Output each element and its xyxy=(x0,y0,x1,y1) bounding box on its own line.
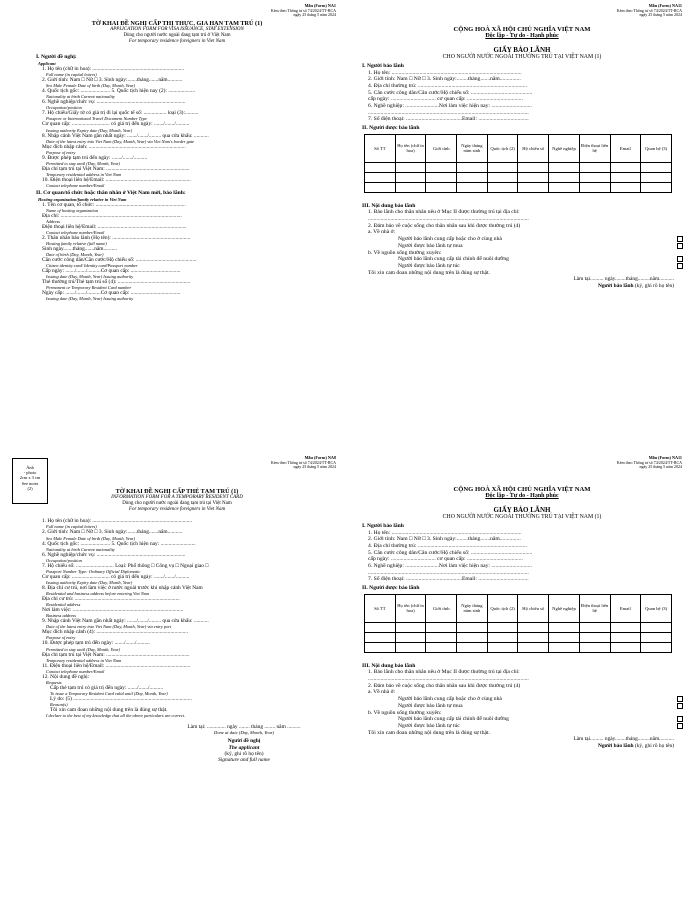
field-hint: Reason(s) xyxy=(50,701,68,707)
header-date: ngày 25 tháng 5 năm 2024 xyxy=(639,464,682,470)
field-hint: To issue a Temporary Resident Card valid until (Day, Month, Year) xyxy=(50,690,168,696)
col-header: Quan hệ (3) xyxy=(641,134,672,162)
field-hint: Hosting family relative (full name) xyxy=(46,240,107,246)
field-sex-dob[interactable]: 2. Giới tính: Nam □ Nữ □ 3. Sinh ngày:.......tháng.......năm........... xyxy=(42,77,183,84)
checkbox[interactable] xyxy=(677,696,683,702)
field-occupation[interactable]: 6. Nghề nghiệp: ........................Nơi làm việc hiện nay: ............................. xyxy=(368,563,532,570)
field-hint: Date of birth (Day, Month, Year) xyxy=(46,252,104,258)
field-continuation[interactable]: ................................................................................................................... xyxy=(368,569,529,576)
field-temp-address[interactable]: Địa chỉ tạm trú tại Việt Nam: .............................................................. xyxy=(42,165,190,172)
table-row[interactable] xyxy=(365,172,672,182)
field-relative-name[interactable]: 2. Thân nhân bảo lãnh (Họ tên): .......................................................... xyxy=(42,234,191,241)
field-reason[interactable]: Lý do: (5) ........................................................................................ xyxy=(50,695,192,702)
field-resident-card-issue[interactable]: Ngày cấp: ......./......./..........Cơ quan cấp: ..................................... xyxy=(42,290,181,297)
field-contact[interactable]: 10. Điện thoại liên hệ/Email: ............................................................... xyxy=(42,176,191,183)
field-occupation[interactable]: 6. Nghề nghiệp: ........................Nơi làm việc hiện nay: ............................. xyxy=(368,103,532,110)
declaration-en: I declare to the best of my knowledge that all the above particulars are correct. xyxy=(46,713,186,719)
section-applicant: I. Người đề nghị: xyxy=(36,54,77,61)
field-hint: Contact telephone number/Email xyxy=(46,183,105,188)
form-subtitle: CHO NGƯỜI NƯỚC NGOÀI THƯỜNG TRÚ TẠI VIỆT NAM (1) xyxy=(442,54,602,61)
field-hint: Issuing authority Expiry date (Day, Month, Year) xyxy=(46,127,133,133)
checkbox[interactable] xyxy=(677,716,683,722)
table-header-row xyxy=(365,134,672,162)
field-sex-dob[interactable]: 2. Giới tính: Nam □ Nữ □ 3. Sinh ngày:........tháng.......năm............... xyxy=(368,76,521,83)
photo-label: Ảnh xyxy=(26,465,34,470)
field-latest-entry[interactable]: 8. Nhập cảnh Việt Nam gần nhất ngày: ......./......./......... qua cửa khẩu: ........... xyxy=(42,132,209,139)
field-hint: Purpose of entry xyxy=(46,635,76,641)
field-issuing-authority[interactable]: Cơ quan cấp: ............................ có giá trị đến ngày: ......./......./.......... xyxy=(42,573,190,580)
option-label: Người được bảo lãnh tự mua xyxy=(398,702,463,709)
form-label: Mẫu (Form) NA8 xyxy=(304,456,336,460)
content-item: 2. Đảm bảo về cuộc sống cho thân nhân sau khi được thường trú (4) xyxy=(368,222,521,229)
field-hint: Temporary residential address in Viet Nam xyxy=(46,657,122,663)
header-note: Kèm theo Thông tư số 74/2024/TT-BCA xyxy=(616,7,682,13)
field-relative-id-issue[interactable]: Cấp ngày: ......./......./..........Cơ quan cấp: ..................................... xyxy=(42,268,181,275)
col-header: Giới tính xyxy=(426,594,457,622)
form-label: Mẫu (Form) NA1 xyxy=(304,4,336,8)
nation-motto: Độc lập - Tự do - Hạnh phúc xyxy=(485,493,559,500)
checkbox[interactable] xyxy=(677,723,683,729)
field-hint: Full name (in capital letters) xyxy=(46,72,97,78)
field-occupation[interactable]: 6. Nghề nghiệp/chức vụ: .................................................................. xyxy=(42,551,186,558)
sign-place-date: Làm tại.......... ngày........tháng.........năm........... xyxy=(573,736,674,743)
sign-role-label: Người bảo lãnh xyxy=(597,282,634,289)
declaration: Tôi xin cam đoan những nội dung trên là đúng sự thật. xyxy=(368,729,490,736)
field-id[interactable]: 5. Căn cước công dân/Căn cước/Hộ chiếu số: ............................................ xyxy=(368,89,533,96)
section-host: II. Cơ quan/tổ chức hoặc thân nhân ở Việt Nam mời, bảo lãnh: xyxy=(36,190,186,196)
sign-role-en: The applicant xyxy=(228,744,260,751)
sign-place-date-en: Done at date (Day, Month, Year) xyxy=(213,730,275,736)
option-housing-provided[interactable] xyxy=(362,696,686,703)
option-finance-provided[interactable] xyxy=(362,256,686,263)
field-continuation[interactable]: ................................................................................................................... xyxy=(368,109,529,116)
header-date: ngày 25 tháng 5 năm 2024 xyxy=(293,12,336,18)
field-contact[interactable]: 11. Điện thoại liên hệ/Email: ............................................................... xyxy=(42,662,191,669)
field-hint: Occupation/position xyxy=(46,557,82,563)
photo-note: See notes xyxy=(21,480,39,486)
sign-note-en: Signature and full name xyxy=(218,757,270,764)
nation-name: CỘNG HOÀ XÃ HỘI CHỦ NGHĨA VIỆT NAM xyxy=(453,25,591,33)
table-row[interactable] xyxy=(365,622,672,632)
form-title-en: APPLICATION FORM FOR VISA ISSUANCE, STAY EXTENSION xyxy=(110,26,244,32)
header-date: ngày 25 tháng 5 năm 2024 xyxy=(639,12,682,18)
form-label: Mẫu (Form) NA11 xyxy=(648,4,682,8)
form-subtitle-en: For temporary residence foreigners in Viet Nam xyxy=(128,506,226,512)
col-header: Họ tên (chữ in hoa) xyxy=(395,594,426,622)
field-stay-until[interactable]: 10. Được phép tạm trú đến ngày: ......./......./.......... xyxy=(42,640,150,647)
field-occupation[interactable]: 6. Nghề nghiệp/chức vụ: .................................................................. xyxy=(42,99,186,106)
field-id[interactable]: 5. Căn cước công dân/Căn cước/Hộ chiếu số: ............................................ xyxy=(368,549,533,556)
field-hint: Business address xyxy=(46,613,76,619)
col-header: Ngày tháng năm sinh xyxy=(457,594,488,622)
field-resident-card[interactable]: Thẻ thường trú/Thẻ tạm trú số (4): ...................................................... xyxy=(42,279,191,286)
content-item: a. Về nhà ở: xyxy=(368,229,396,236)
field-card-valid-until[interactable]: Cấp thẻ tạm trú có giá trị đến ngày: ......./......./.......... xyxy=(50,684,164,691)
field-hint: Nationality at birth Current nationality xyxy=(46,94,115,100)
form-header xyxy=(352,456,682,470)
col-header: Quan hệ (3) xyxy=(641,594,672,622)
field-sex-dob[interactable]: 2. Giới tính: Nam □ Nữ □ 3. Sinh ngày:.......tháng.......năm........... xyxy=(42,529,183,536)
table-header-row xyxy=(365,594,672,622)
section-content: III. Nội dung bảo lãnh xyxy=(362,662,416,669)
option-housing-provided[interactable] xyxy=(362,236,686,243)
field-hint: Date of the latest entry into Viet Nam (Day, Month, Year) via entry port xyxy=(46,624,172,630)
sign-note: (ký, ghi rõ họ tên) xyxy=(634,282,674,289)
option-label: Người bảo lãnh cung cấp tài chính để nuôi dưỡng xyxy=(398,716,509,723)
field-full-name[interactable]: 1. Họ tên (chữ in hoa): .......................................................................... xyxy=(42,518,193,525)
col-header: Giới tính xyxy=(426,134,457,162)
field-relative-id[interactable]: Căn cước công dân/Căn cước/Hộ chiếu số: ............................................. xyxy=(42,257,197,264)
field-id-issue[interactable]: cấp ngày: ................................ cơ quan cấp: ........................................ xyxy=(368,556,523,563)
col-header: Quốc tịch (2) xyxy=(487,134,518,162)
sign-role xyxy=(362,743,686,749)
header-note: Kèm theo Thông tư số 74/2024/TT-BCA xyxy=(270,459,336,465)
photo-note-num: (2) xyxy=(27,485,33,491)
header-note: Kèm theo Thông tư số 74/2024/TT-BCA xyxy=(270,7,336,13)
field-passport[interactable]: 7. Hộ chiếu/Giấy tờ có giá trị đi lại quốc tế số: ................. loại (3):.......... xyxy=(42,110,199,117)
col-header: Ngày tháng năm sinh xyxy=(457,134,488,162)
field-temp-address[interactable]: Địa chỉ tạm trú tại Việt Nam: .............................................................. xyxy=(42,651,190,658)
field-hint: Passport Number Type: Ordinary Official Diplomatic xyxy=(46,568,141,574)
form-na11-page xyxy=(352,456,692,904)
field-hint: Contact telephone number/Email xyxy=(46,668,105,674)
field-phone-email[interactable]: 7. Số điện thoại: ........................................Email: .................................... xyxy=(368,116,529,123)
content-item: 2. Đảm bảo về cuộc sống cho thân nhân sau khi được thường trú (4) xyxy=(368,682,521,689)
col-header: Nghề nghiệp xyxy=(549,594,580,622)
field-business-address[interactable]: Nơi làm việc: .................................................................................. xyxy=(42,607,184,614)
option-housing-self[interactable] xyxy=(362,243,686,250)
form-na1-page xyxy=(8,4,346,448)
option-finance-self[interactable] xyxy=(362,263,686,270)
form-subtitle: CHO NGƯỜI NƯỚC NGOÀI THƯỜNG TRÚ TẠI VIỆT NAM (1) xyxy=(442,514,602,521)
field-org-address[interactable]: Địa chỉ: .......................................................................................... xyxy=(42,212,182,219)
field-hint: Permitted to stay until (Day, Month, Year) xyxy=(46,646,120,652)
field-purpose[interactable]: Mục đích nhập cảnh (4): .................................................................... xyxy=(42,629,188,636)
content-item: b. Về nguồn sống thường xuyên: xyxy=(368,249,442,256)
col-header: Hộ chiếu số xyxy=(518,594,549,622)
form-title: TỜ KHAI ĐỀ NGHỊ CẤP THẺ TẠM TRÚ (1) xyxy=(115,487,239,495)
field-latest-entry[interactable]: 9. Nhập cảnh Việt Nam gần nhất ngày: ......./......./......... qua cửa khẩu: ........... xyxy=(42,618,209,625)
form-header xyxy=(352,4,682,18)
checkbox[interactable] xyxy=(677,243,683,249)
option-finance-provided[interactable] xyxy=(362,716,686,723)
field-org-name[interactable]: 1. Tên cơ quan, tổ chức: ................................................................... xyxy=(42,201,186,208)
field-purpose[interactable]: Mục đích nhập cảnh: ........................................................................ xyxy=(42,143,186,150)
field-hint: Temporary residential address in Viet Nam xyxy=(46,171,122,177)
field-relative-dob[interactable]: Sinh ngày.......tháng.......năm.......... xyxy=(42,245,117,252)
field-full-name[interactable]: 1. Họ tên (chữ in hoa): .................................................................... xyxy=(42,65,185,72)
option-housing-self[interactable] xyxy=(362,703,686,710)
field-guarantee-address[interactable]: ................................................................................................................... xyxy=(368,676,529,683)
section-guarantor: I. Người bảo lãnh xyxy=(362,62,404,69)
content-item: b. Về nguồn sống thường xuyên: xyxy=(368,709,442,716)
field-phone-email[interactable]: 7. Số điện thoại: ........................................Email: .................................... xyxy=(368,576,529,583)
section-guaranteed: II. Người được bảo lãnh xyxy=(362,585,420,592)
sign-place-date: Làm tại.......... ngày........tháng.........năm........... xyxy=(573,276,674,283)
field-hint: Full name (in capital letters) xyxy=(46,524,97,530)
sign-note: (ký, ghi rõ họ tên) xyxy=(224,750,264,757)
content-item: 1. Bảo lãnh cho thân nhân nêu ở Mục II được thường trú tại địa chỉ: xyxy=(368,209,520,216)
form-na11-page xyxy=(352,4,692,448)
header-note: Kèm theo Thông tư số 74/2024/TT-BCA xyxy=(616,459,682,465)
field-sex-dob[interactable]: 2. Giới tính: Nam □ Nữ □ 3. Sinh ngày:........tháng.......năm............... xyxy=(368,536,521,543)
form-na8-page xyxy=(8,456,346,904)
form-label: Mẫu (Form) NA11 xyxy=(648,456,682,460)
content-item: 1. Bảo lãnh cho thân nhân nêu ở Mục II được thường trú tại địa chỉ: xyxy=(368,669,520,676)
field-name[interactable]: 1. Họ tên: ............................................................................................. xyxy=(368,529,522,536)
field-hint: Permanent or Temporary Resident Card number xyxy=(46,285,132,291)
col-header: Email xyxy=(610,134,641,162)
photo-label: - photo xyxy=(23,470,37,476)
col-header: Điện thoại liên hệ xyxy=(579,594,610,622)
checkbox[interactable] xyxy=(677,703,683,709)
section-content: III. Nội dung bảo lãnh xyxy=(362,202,416,209)
sign-note: (ký, ghi rõ họ tên) xyxy=(634,742,674,749)
col-header: Quốc tịch (2) xyxy=(487,594,518,622)
field-passport[interactable]: 7. Hộ chiếu số: ............................ Loại: Phổ thông □ Công vụ □ Ngoại giao □ xyxy=(42,562,209,569)
field-name[interactable]: 1. Họ tên: ............................................................................................. xyxy=(368,69,522,76)
form-subtitle: Dùng cho người nước ngoài đang tạm trú tại Việt Nam xyxy=(122,500,232,506)
field-issuing-authority[interactable]: Cơ quan cấp: ............................ có giá trị đến ngày: ......./......./.......... xyxy=(42,121,190,128)
guaranteed-table xyxy=(364,594,672,653)
sign-role: Người đề nghị xyxy=(227,738,261,745)
section-guaranteed: II. Người được bảo lãnh xyxy=(362,125,420,132)
field-org-contact[interactable]: Điện thoại liên hệ/Email: .................................................................. xyxy=(42,223,187,230)
field-requests: 12. Nội dung đề nghị: xyxy=(42,673,90,680)
form-title: TỜ KHAI ĐỀ NGHỊ CẤP THỊ THỰC, GIA HẠN TẠM TRÚ (1) xyxy=(91,19,263,27)
option-label: Người bảo lãnh cung cấp hoặc cho ở cùng nhà xyxy=(398,696,502,703)
section-host-en: Hosting organization/family relative in Viet Nam xyxy=(38,196,127,202)
field-residential-address[interactable]: Địa chỉ cư trú: .............................................................................. xyxy=(42,596,180,603)
photo-placeholder xyxy=(12,458,48,504)
col-header: Nghề nghiệp xyxy=(549,134,580,162)
field-hint: Residential address xyxy=(46,602,81,608)
field-hint: Nationality at birth Current nationality xyxy=(46,546,115,552)
field-hint: Purpose of entry xyxy=(46,149,76,155)
table-row[interactable] xyxy=(365,632,672,642)
section-applicant-en: Applicant xyxy=(38,60,56,66)
table-row[interactable] xyxy=(365,642,672,652)
col-header: Hộ chiếu số xyxy=(518,134,549,162)
option-finance-self[interactable] xyxy=(362,723,686,730)
table-row[interactable] xyxy=(365,162,672,172)
nation-name: CỘNG HOÀ XÃ HỘI CHỦ NGHĨA VIỆT NAM xyxy=(453,485,591,493)
checkbox[interactable] xyxy=(677,236,683,242)
field-hint: Contact telephone number/Email xyxy=(46,229,105,235)
field-foreign-address: 8. Địa chỉ cư trú, nơi làm việc ở nước ngoài trước khi nhập cảnh Việt Nam xyxy=(42,584,203,591)
field-address[interactable]: 4. Địa chỉ thường trú: .............................................................................. xyxy=(368,82,527,89)
option-label: Người được bảo lãnh tự túc xyxy=(398,723,460,729)
table-row[interactable] xyxy=(365,182,672,192)
col-header: Điện thoại liên hệ xyxy=(579,134,610,162)
field-hint: Passport or International Travel Document Number Type xyxy=(46,116,147,122)
form-subtitle-en: For temporary residence foreigners in Viet Nam xyxy=(128,38,226,44)
option-label: Người bảo lãnh cung cấp tài chính để nuôi dưỡng xyxy=(398,256,509,263)
sign-place-date: Làm tại: .............. ngày ........ tháng ........ năm .......... xyxy=(187,724,301,731)
field-hint: Address xyxy=(46,218,60,224)
field-hint: Issuing date (Day, Month, Year) Issuing authority xyxy=(46,296,134,302)
form-header xyxy=(8,4,336,18)
col-header: Số TT xyxy=(365,134,396,162)
nation-motto: Độc lập - Tự do - Hạnh phúc xyxy=(485,33,559,40)
option-label: Người được bảo lãnh tự túc xyxy=(398,263,460,269)
field-hint: Issuing authority Expiry date (Day, Month, Year) xyxy=(46,579,133,585)
field-hint: Citizen identity card/ Identity card/Passport number xyxy=(46,263,138,269)
field-hint: Sex Male Female Date of birth (Day, Month, Year) xyxy=(46,535,136,541)
field-hint: Requests xyxy=(46,679,62,685)
sign-role xyxy=(362,283,686,289)
form-title: GIẤY BẢO LÃNH xyxy=(493,46,551,55)
field-hint: Occupation/position xyxy=(46,105,82,111)
photo-size: 2cm x 3 cm xyxy=(19,475,41,481)
declaration: Tôi xin cam đoan những nội dung trên là đúng sự thật. xyxy=(368,269,490,276)
form-title-en: INFORMATION FORM FOR A TEMPORARY RESIDENT CARD xyxy=(111,494,243,500)
field-hint: Name of hosting organization xyxy=(46,207,99,213)
declaration: Tôi xin cam đoan những nội dung trên là đúng sự thật. xyxy=(50,706,168,713)
option-label: Người bảo lãnh cung cấp hoặc cho ở cùng nhà xyxy=(398,236,502,243)
field-hint: Sex Male Female Date of birth (Day, Month, Year) xyxy=(46,83,136,89)
checkbox[interactable] xyxy=(677,256,683,262)
content-item: a. Về nhà ở: xyxy=(368,689,396,696)
field-id-issue[interactable]: cấp ngày: ................................ cơ quan cấp: ........................................ xyxy=(368,96,523,103)
option-label: Người được bảo lãnh tự mua xyxy=(398,242,463,249)
guaranteed-table xyxy=(364,134,672,193)
col-header: Email xyxy=(610,594,641,622)
field-hint: Permitted to stay until (Day, Month, Year) xyxy=(46,160,120,166)
section-guarantor: I. Người bảo lãnh xyxy=(362,522,404,529)
form-header xyxy=(8,456,336,470)
sign-role-label: Người bảo lãnh xyxy=(597,742,634,749)
header-date: ngày 25 tháng 5 năm 2024 xyxy=(293,464,336,470)
field-guarantee-address[interactable]: ................................................................................................................... xyxy=(368,216,529,223)
form-title: GIẤY BẢO LÃNH xyxy=(493,506,551,515)
field-hint: Date of the latest entry into Viet Nam (Day, Month, Year) via Viet Nam's border gate xyxy=(46,138,195,144)
col-header: Họ tên (chữ in hoa) xyxy=(395,134,426,162)
checkbox[interactable] xyxy=(677,263,683,269)
form-subtitle: Dùng cho người nước ngoài đang tạm trú ở Việt Nam xyxy=(123,32,231,38)
field-address[interactable]: 4. Địa chỉ thường trú: .............................................................................. xyxy=(368,542,527,549)
field-hint: Residential and business address before entering Viet Nam xyxy=(46,591,150,597)
field-nationality[interactable]: 4. Quốc tịch gốc: ...................... 5. Quốc tịch hiện nay (2): .................... xyxy=(42,88,196,95)
col-header: Số TT xyxy=(365,594,396,622)
field-stay-until[interactable]: 9. Được phép tạm trú đến ngày: ......./......./.......... xyxy=(42,154,148,161)
field-nationality[interactable]: 4. Quốc tịch gốc: ...................... 5. Quốc tịch hiện nay: .......................... xyxy=(42,540,196,547)
field-hint: Issuing date (Day, Month, Year) Issuing authority xyxy=(46,274,134,280)
